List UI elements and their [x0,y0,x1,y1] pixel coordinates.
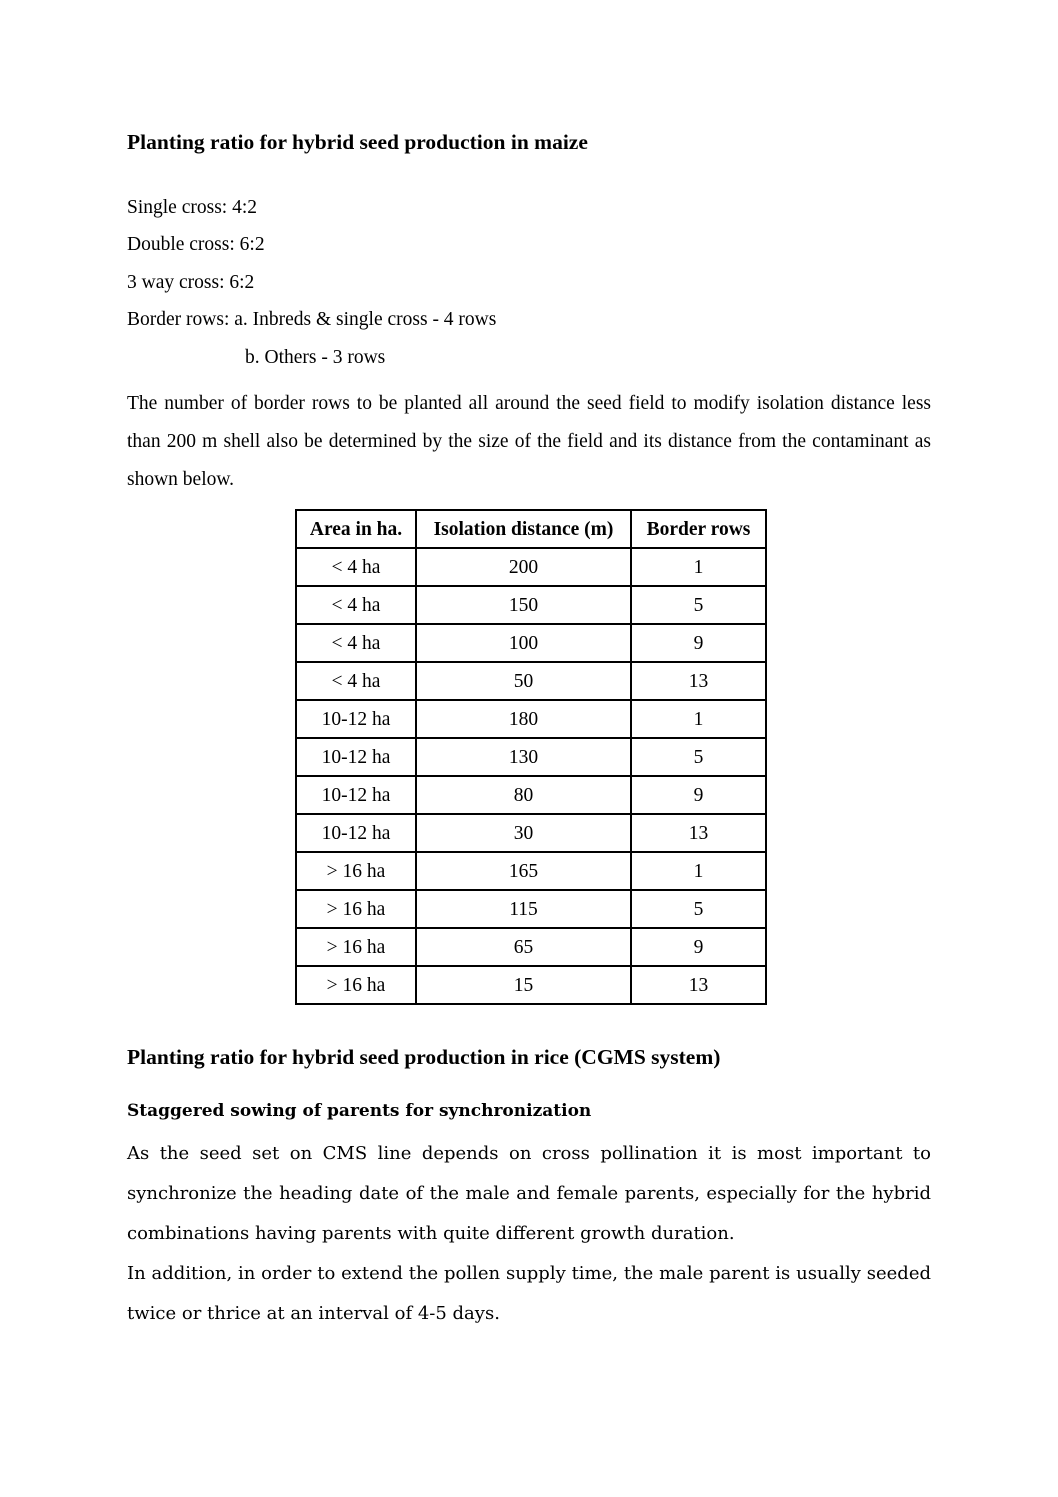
table-cell: 100 [416,624,631,662]
table-cell: 9 [631,776,766,814]
spec-border-rows-b: b. Others - 3 rows [245,346,386,368]
table-cell: 9 [631,928,766,966]
table-cell: 5 [631,586,766,624]
table-cell: 9 [631,624,766,662]
table-cell: 10-12 ha [296,700,416,738]
table-cell: 5 [631,738,766,776]
table-cell: < 4 ha [296,624,416,662]
table-cell: 15 [416,966,631,1004]
cms-synchronize-paragraph: As the seed set on CMS line depends on cross pollination it is most important to synchronize the heading date of the male and female parents, especially for the hybrid combinations having parents with quite different growth duration. [127,1143,931,1245]
isolation-table-header [296,510,766,548]
planting-ratio-list [127,189,931,377]
table-cell: 180 [416,700,631,738]
table-row [296,776,766,814]
table-cell: 10-12 ha [296,814,416,852]
maize-section-title: Planting ratio for hybrid seed production in maize [127,130,588,154]
border-rows-paragraph: The number of border rows to be planted all around the seed field to modify isolation distance less than 200 m shell also be determined by the size of the field and its distance from the contaminant as shown below. [127,393,931,490]
table-cell: 50 [416,662,631,700]
table-cell: 200 [416,548,631,586]
table-cell: 165 [416,852,631,890]
table-cell: 13 [631,662,766,700]
table-row [296,738,766,776]
isolation-table-body [296,548,766,1004]
table-cell: 30 [416,814,631,852]
table-row [296,814,766,852]
table-cell: > 16 ha [296,966,416,1004]
pollen-supply-paragraph: In addition, in order to extend the pollen supply time, the male parent is usually seeded twice or thrice at an interval of 4-5 days. [127,1263,931,1325]
table-cell: 65 [416,928,631,966]
table-row [296,700,766,738]
table-row [296,662,766,700]
spec-double-cross: Double cross: 6:2 [127,234,265,256]
table-row [296,928,766,966]
table-row [296,966,766,1004]
spec-3-way-cross: 3 way cross: 6:2 [127,271,255,293]
table-header-row [296,510,766,548]
table-cell: 115 [416,890,631,928]
table-cell: < 4 ha [296,586,416,624]
spec-border-rows-a: Border rows: a. Inbreds & single cross - 4 rows [127,309,497,331]
table-row [296,852,766,890]
table-cell: > 16 ha [296,852,416,890]
table-cell: < 4 ha [296,662,416,700]
table-cell: 5 [631,890,766,928]
table-row [296,890,766,928]
table-cell: 1 [631,852,766,890]
table-cell: 1 [631,700,766,738]
table-row [296,586,766,624]
rice-section-title: Planting ratio for hybrid seed production in rice (CGMS system) [127,1045,721,1070]
table-cell: 130 [416,738,631,776]
staggered-sowing-subheading: Staggered sowing of parents for synchronization [127,1101,592,1122]
isolation-distance-table [295,509,767,1005]
table-cell: < 4 ha [296,548,416,586]
table-cell: > 16 ha [296,890,416,928]
table-cell: > 16 ha [296,928,416,966]
table-cell: 10-12 ha [296,738,416,776]
header-isolation-distance: Isolation distance (m) [416,510,631,548]
table-cell: 13 [631,966,766,1004]
table-cell: 10-12 ha [296,776,416,814]
table-cell: 150 [416,586,631,624]
table-row [296,624,766,662]
table-row [296,548,766,586]
header-border-rows: Border rows [631,510,766,548]
header-area: Area in ha. [296,510,416,548]
table-cell: 80 [416,776,631,814]
table-cell: 13 [631,814,766,852]
spec-single-cross: Single cross: 4:2 [127,196,257,218]
table-cell: 1 [631,548,766,586]
